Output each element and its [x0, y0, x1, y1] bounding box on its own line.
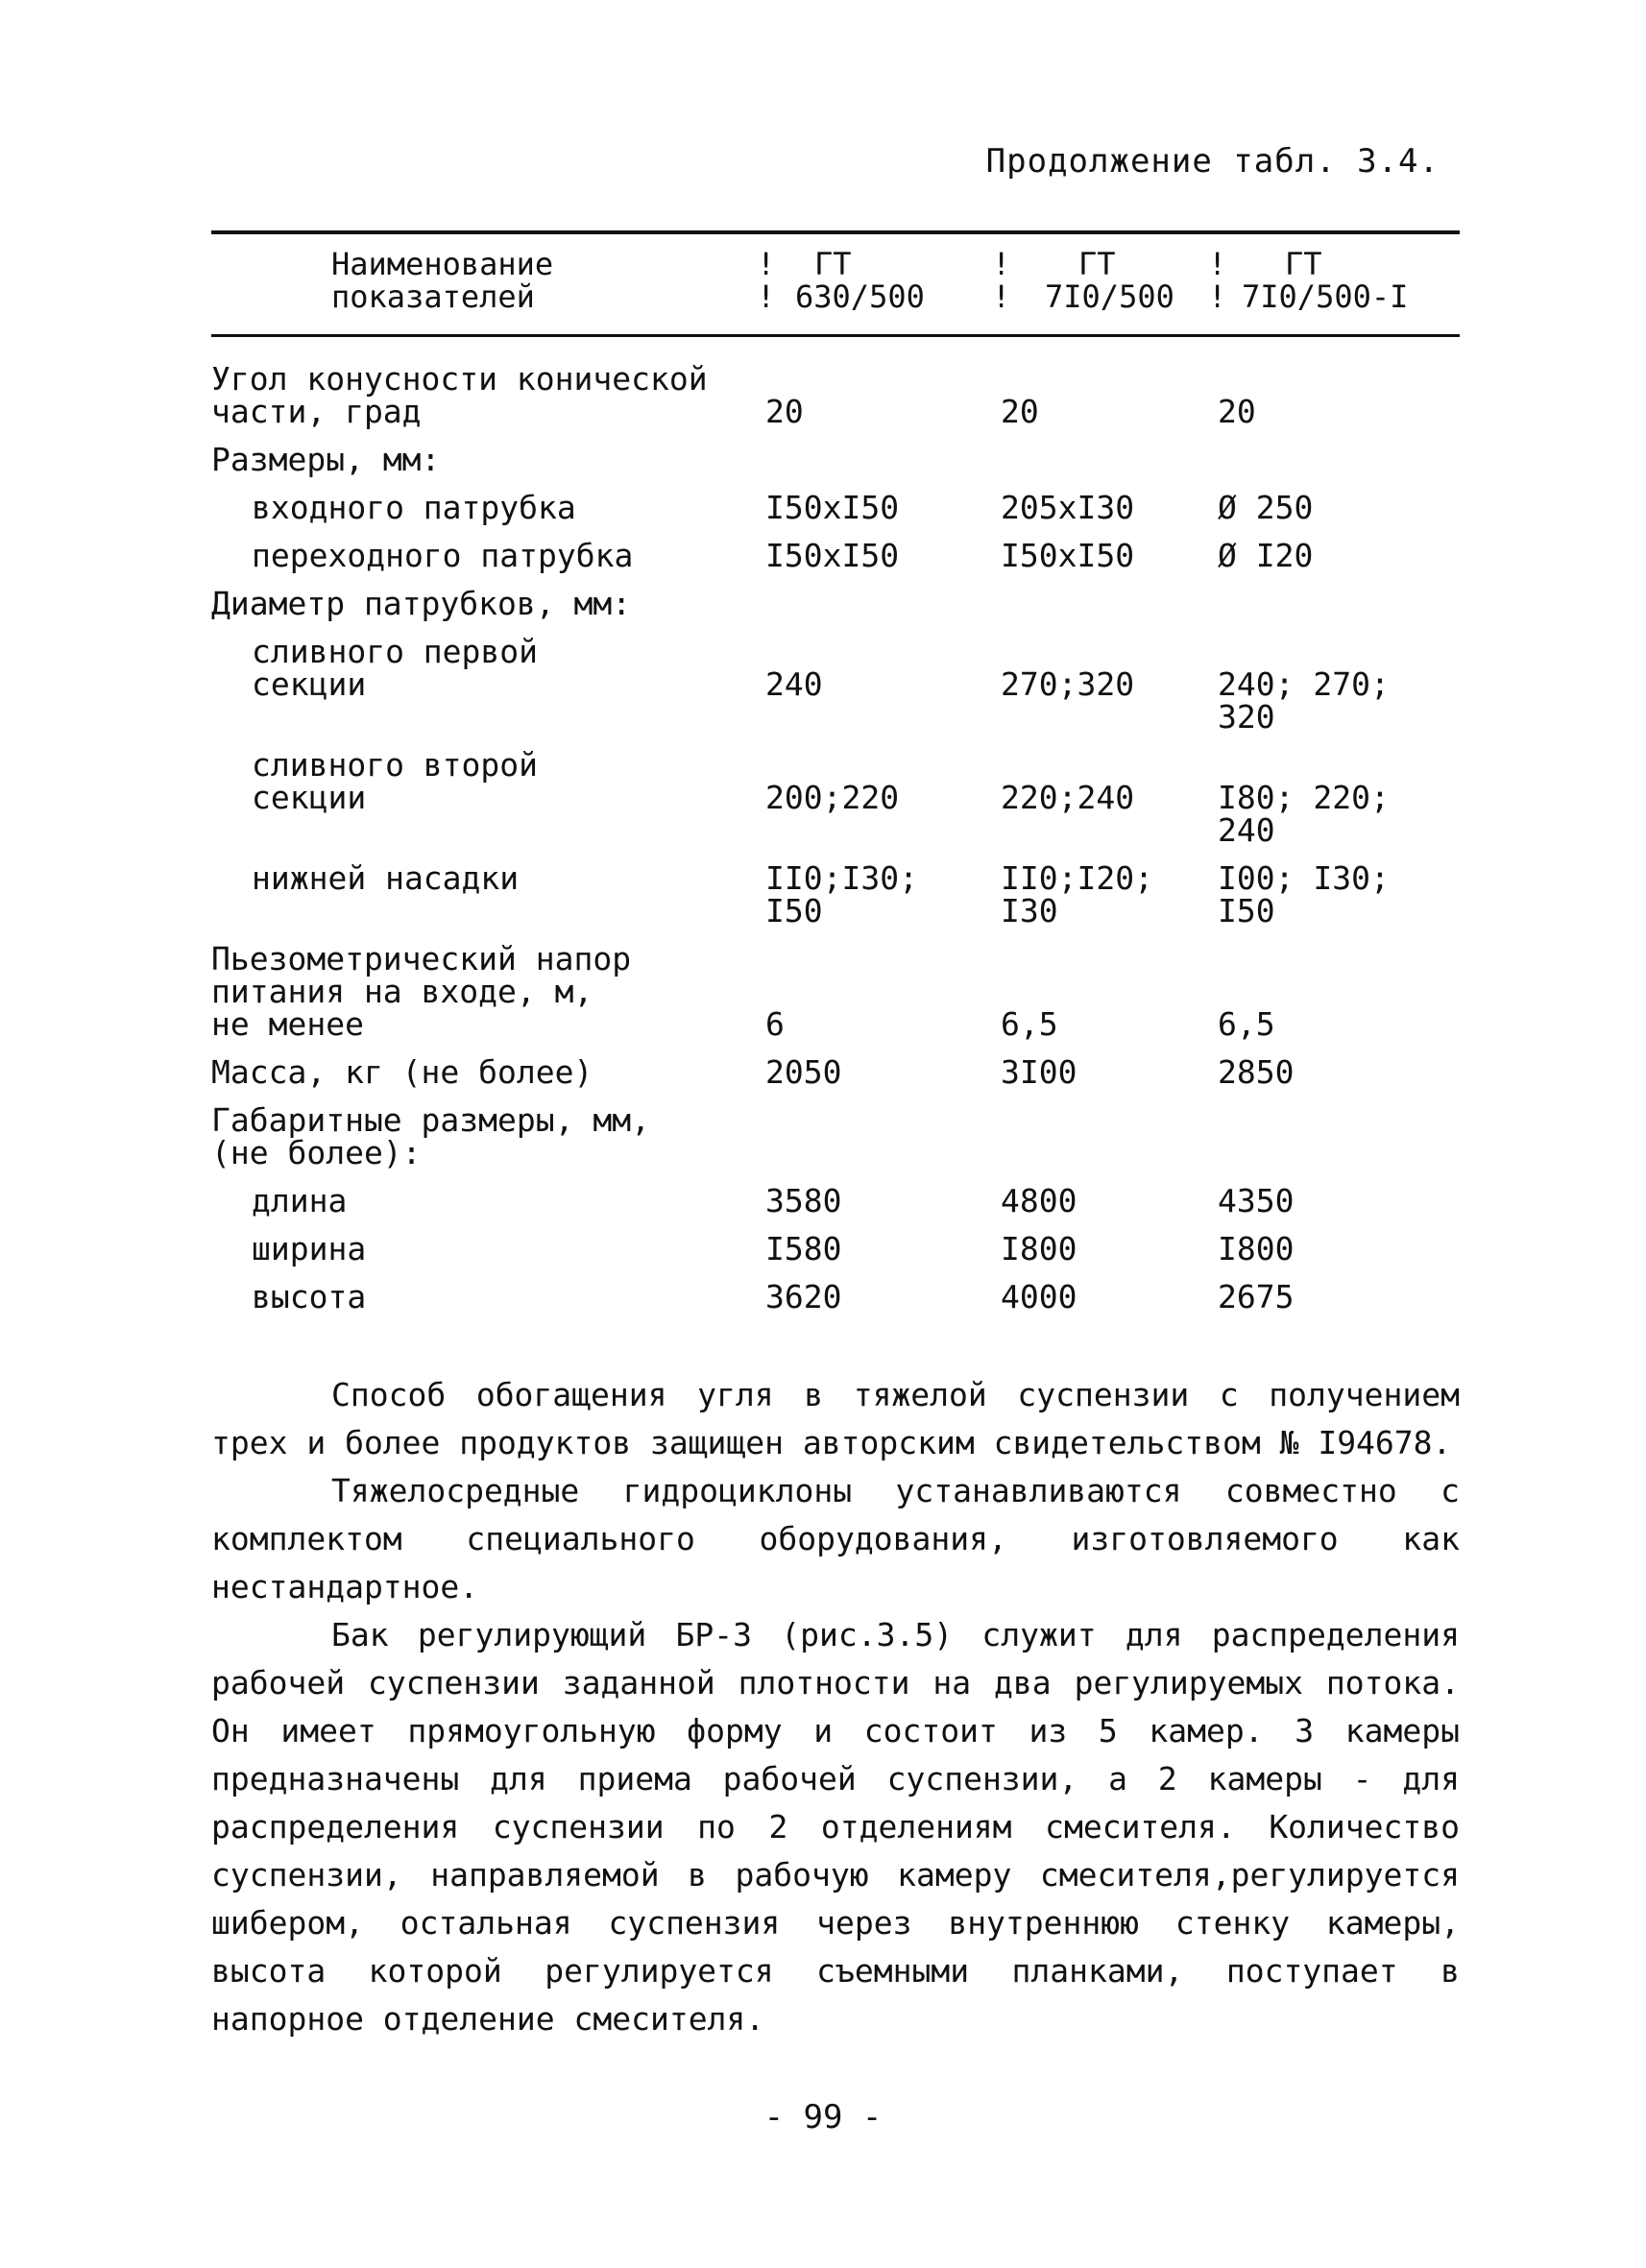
page-number: - 99 -: [763, 2098, 883, 2136]
row-value-col1: 200;220: [765, 779, 900, 816]
row-value-col3: 4350: [1218, 1182, 1295, 1219]
row-value-col2: 20: [1001, 393, 1039, 430]
header-col2: [992, 248, 1174, 313]
row-label: Размеры, мм:: [211, 441, 441, 478]
row-value-col2: 4800: [1001, 1182, 1077, 1219]
row-label: сливного второй секции: [252, 746, 539, 816]
row-value-col3: 6,5: [1218, 1005, 1275, 1043]
header-name-line2: показателей: [331, 278, 535, 315]
paragraph: Способ обогащения угля в тяжелой суспензии с получением трех и более продуктов защищен авторским свидетельством № I94678.: [211, 1376, 1460, 1461]
row-label: входного патрубка: [252, 489, 576, 526]
row-value-col3: I80; 220; 240: [1218, 779, 1390, 849]
header-col1: [757, 248, 925, 313]
table-caption: Продолжение табл. 3.4.: [985, 142, 1440, 181]
row-value-col1: 3620: [765, 1278, 842, 1315]
row-label: сливного первой секции: [252, 633, 539, 703]
row-value-col3: 2850: [1218, 1053, 1295, 1091]
row-value-col1: I50xI50: [765, 537, 900, 574]
header-separator: !: [992, 246, 1011, 282]
row-label: длина: [252, 1182, 348, 1219]
row-label: переходного патрубка: [252, 537, 634, 574]
table-row: [211, 441, 1460, 478]
row-value-col3: 2675: [1218, 1278, 1295, 1315]
row-value-col1: I580: [765, 1230, 842, 1267]
row-value-col1: I50xI50: [765, 489, 900, 526]
header-separator: !: [992, 278, 1011, 315]
header-name-line1: Наименование: [331, 246, 554, 282]
table-row: [211, 940, 1460, 1043]
row-value-col1: 2050: [765, 1053, 842, 1091]
row-label: нижней насадки: [252, 859, 520, 897]
row-label: Угол конусности конической части, град: [211, 360, 708, 430]
row-value-col3: Ø 250: [1218, 489, 1314, 526]
row-value-col1: 6: [765, 1005, 785, 1043]
header-col1-model: 630/500: [795, 278, 925, 315]
row-value-col3: I00; I30; I50: [1218, 859, 1390, 929]
body-text: [211, 1371, 1460, 2043]
row-value-col2: 3I00: [1001, 1053, 1077, 1091]
row-value-col2: 4000: [1001, 1278, 1077, 1315]
paragraph: Бак регулирующий БР-3 (рис.3.5) служит для распределения рабочей суспензии заданной плотности на два регулируемых потока. Он имеет прямоугольную форму и состоит из 5 камер. 3 камеры предназначены для приема рабочей суспензии, а 2 камеры - для распределения суспензии по 2 отделениям смесителя. Количество суспензии, направляемой в рабочую камеру смесителя,регулируется шибером, остальная суспензия через внутреннюю стенку камеры, высота которой регулируется съемными планками, поступает в напорное отделение смесителя.: [211, 1616, 1460, 2038]
row-value-col1: 20: [765, 393, 804, 430]
row-label: Габаритные размеры, мм, (не более):: [211, 1101, 650, 1171]
row-value-col3: 240; 270; 320: [1218, 665, 1390, 736]
table-row: [211, 537, 1460, 574]
table-top-rule: [211, 230, 1460, 234]
header-separator: !: [757, 278, 776, 315]
header-col2-model: 7I0/500: [1045, 278, 1174, 315]
header-separator: !: [1208, 278, 1227, 315]
row-label: ширина: [252, 1230, 367, 1267]
table-row: [211, 1230, 1460, 1267]
header-col2-code: ГТ: [1078, 246, 1116, 282]
header-name: [331, 248, 553, 313]
row-value-col3: I800: [1218, 1230, 1295, 1267]
table-header-rule: [211, 334, 1460, 337]
paragraph: Тяжелосредные гидроциклоны устанавливаются совместно с комплектом специального оборудования, изготовляемого как нестандартное.: [211, 1472, 1460, 1605]
table-row: [211, 859, 1460, 929]
table-row: [211, 489, 1460, 526]
row-value-col1: 240: [765, 665, 823, 703]
row-label: Пьезометрический напор питания на входе, м, не менее: [211, 940, 632, 1043]
row-value-col2: II0;I20; I30: [1001, 859, 1153, 929]
table-row: [211, 746, 1460, 849]
row-value-col3: Ø I20: [1218, 537, 1314, 574]
row-value-col1: II0;I30; I50: [765, 859, 918, 929]
row-value-col2: 205xI30: [1001, 489, 1135, 526]
row-value-col2: 270;320: [1001, 665, 1135, 703]
table-row: [211, 360, 1460, 430]
header-col3-code: ГТ: [1285, 246, 1322, 282]
header-col1-code: ГТ: [814, 246, 852, 282]
table-row: [211, 1182, 1460, 1219]
row-label: высота: [252, 1278, 367, 1315]
row-value-col2: 220;240: [1001, 779, 1135, 816]
table-row: [211, 1278, 1460, 1315]
row-label: Масса, кг (не более): [211, 1053, 593, 1091]
row-value-col1: 3580: [765, 1182, 842, 1219]
header-separator: !: [757, 246, 776, 282]
header-separator: !: [1208, 246, 1227, 282]
header-col3: [1208, 248, 1408, 313]
spec-table: [211, 355, 1460, 1314]
row-label: Диаметр патрубков, мм:: [211, 585, 632, 622]
table-row: [211, 1101, 1460, 1171]
row-value-col2: 6,5: [1001, 1005, 1058, 1043]
table-row: [211, 633, 1460, 736]
table-row: [211, 585, 1460, 622]
header-col3-model: 7I0/500-I: [1242, 278, 1409, 315]
row-value-col2: I50xI50: [1001, 537, 1135, 574]
row-value-col2: I800: [1001, 1230, 1077, 1267]
table-row: [211, 1053, 1460, 1091]
row-value-col3: 20: [1218, 393, 1256, 430]
